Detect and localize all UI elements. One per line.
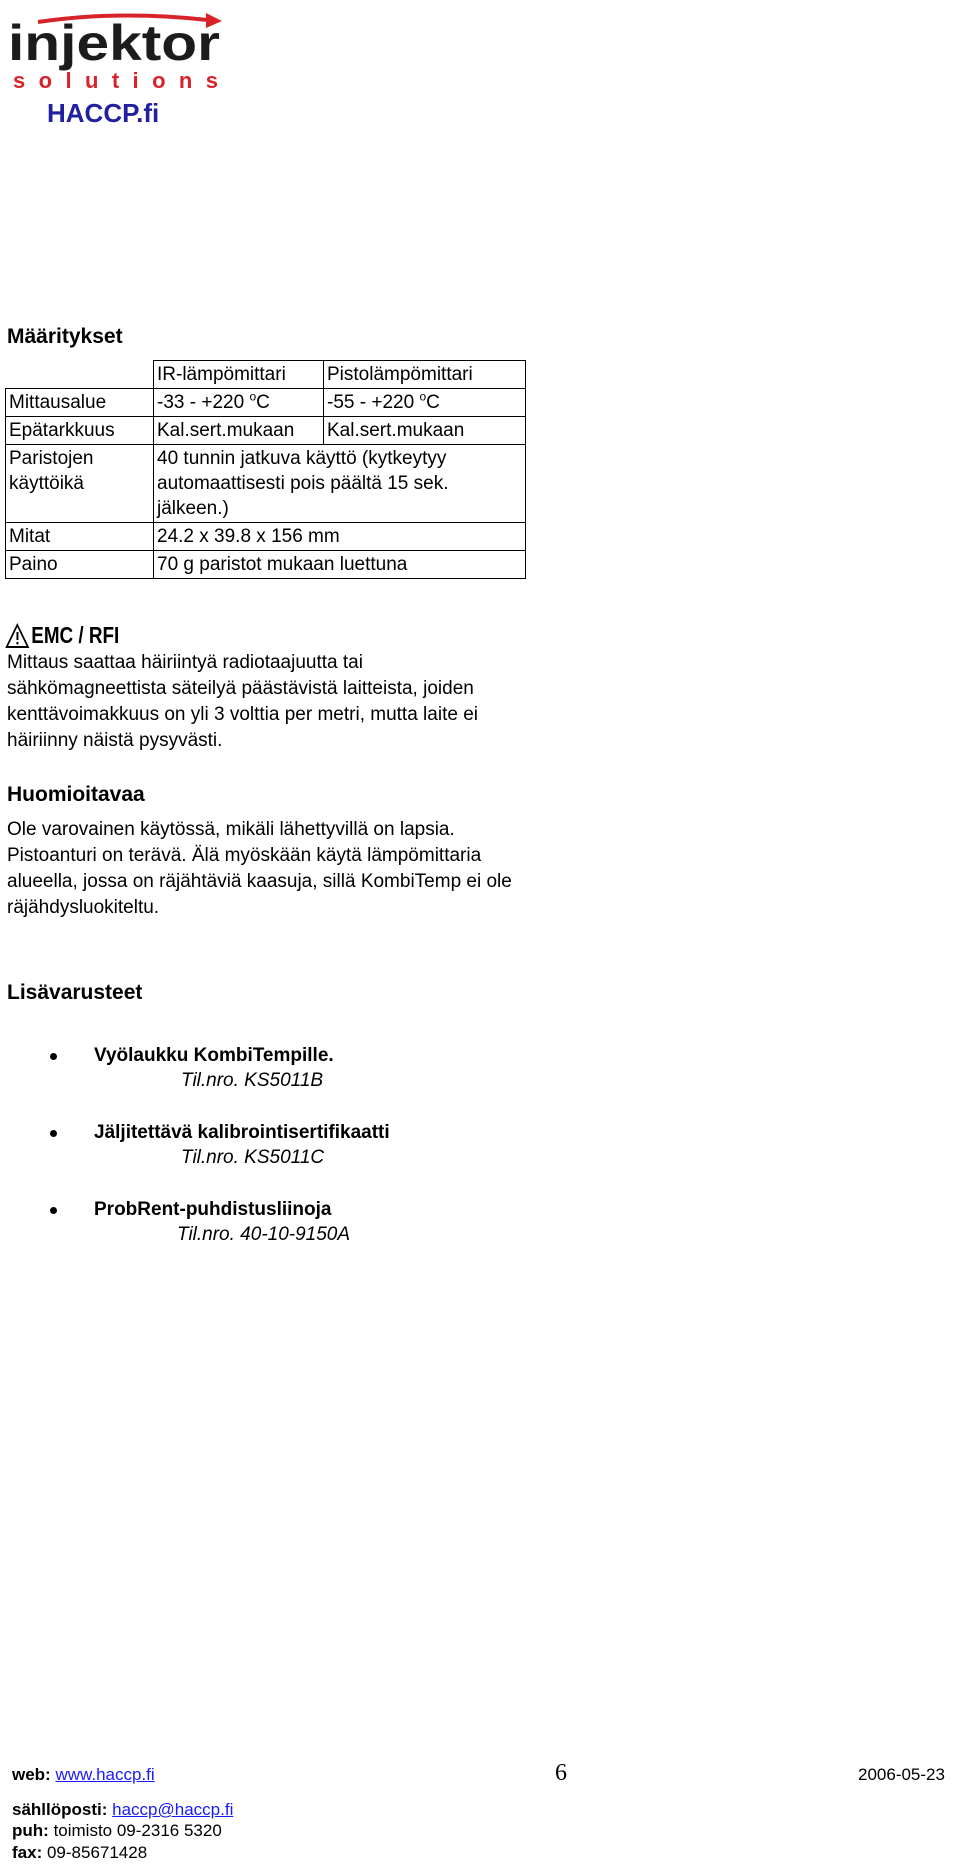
- site-title: HACCP.fi: [47, 98, 160, 128]
- phone-label: puh:: [12, 1821, 49, 1840]
- row-label-line: Paristojen: [9, 448, 94, 469]
- notice-heading: Huomioitavaa: [7, 783, 145, 806]
- web-label: web:: [12, 1765, 51, 1784]
- unit: C: [426, 392, 440, 413]
- footer-fax: [12, 1843, 147, 1863]
- accessories-heading: Lisävarusteet: [7, 981, 143, 1004]
- bullet: [50, 1130, 57, 1137]
- degree-mark: o: [419, 389, 427, 404]
- email-label: sähllöposti:: [12, 1800, 108, 1819]
- table-cell: [324, 389, 526, 417]
- accessory-code: Til.nro. KS5011B: [181, 1070, 324, 1091]
- row-label: [6, 445, 154, 523]
- table-cell-empty: [6, 361, 154, 389]
- emc-text: Mittaus saattaa häiriintyä radiotaajuutta tai sähkömagneettista säteilyä päästävistä laitteista, joiden kenttävoimakkuus on yli 3 volttia per metri, mutta laite ei häiriinny näistä pysyvästi.: [7, 652, 478, 751]
- page-number: 6: [555, 1760, 567, 1786]
- email-link[interactable]: haccp@haccp.fi: [112, 1800, 234, 1819]
- footer-web: [12, 1765, 155, 1785]
- web-link[interactable]: www.haccp.fi: [55, 1765, 155, 1784]
- accessory-title: Vyölaukku KombiTempille.: [94, 1045, 334, 1066]
- company-logo: [8, 8, 223, 93]
- row-label: Mitat: [6, 523, 154, 551]
- fax-label: fax:: [12, 1843, 43, 1862]
- table-cell: 24.2 x 39.8 x 156 mm: [154, 523, 526, 551]
- row-label: Mittausalue: [6, 389, 154, 417]
- table-row: [6, 361, 526, 389]
- bullet: [50, 1053, 57, 1060]
- unit: C: [256, 392, 270, 413]
- col-header-probe: Pistolämpömittari: [324, 361, 526, 389]
- table-row: [6, 523, 526, 551]
- logo-word: injektor: [8, 15, 220, 71]
- table-row: [6, 445, 526, 523]
- table-cell: 70 g paristot mukaan luettuna: [154, 551, 526, 579]
- accessory-code: Til.nro. KS5011C: [181, 1147, 325, 1168]
- fax-value: 09-85671428: [46, 1843, 148, 1862]
- spec-table: [5, 360, 526, 579]
- accessory-code: Til.nro. 40-10-9150A: [177, 1224, 351, 1245]
- bullet: [50, 1207, 57, 1214]
- phone-value: toimisto 09-2316 5320: [53, 1821, 222, 1840]
- table-row: [6, 551, 526, 579]
- table-cell: Kal.sert.mukaan: [154, 417, 324, 445]
- accessory-title: ProbRent-puhdistusliinoja: [94, 1199, 332, 1220]
- range-value: -55 - +220: [327, 392, 415, 413]
- footer-date: 2006-05-23: [858, 1765, 945, 1784]
- warning-icon: [5, 623, 30, 649]
- row-label: Paino: [6, 551, 154, 579]
- specs-heading: Määritykset: [7, 325, 123, 348]
- degree-mark: o: [249, 389, 257, 404]
- logo-subword: solutions: [13, 68, 218, 93]
- table-row: [6, 417, 526, 445]
- emc-heading-row: [5, 622, 119, 649]
- table-cell: Kal.sert.mukaan: [324, 417, 526, 445]
- row-label: Epätarkkuus: [6, 417, 154, 445]
- footer-phone: [12, 1821, 222, 1841]
- table-cell: [154, 389, 324, 417]
- table-cell: 40 tunnin jatkuva käyttö (kytkeytyy automaattisesti pois päältä 15 sek. jälkeen.): [154, 445, 526, 523]
- range-value: -33 - +220: [157, 392, 245, 413]
- table-row: [6, 389, 526, 417]
- row-label-line: käyttöikä: [9, 473, 84, 494]
- notice-text: Ole varovainen käytössä, mikäli lähettyvillä on lapsia. Pistoanturi on terävä. Älä myöskään käytä lämpömittaria alueella, jossa on räjähtäviä kaasuja, sillä KombiTemp ei ole räjähdysluokiteltu.: [7, 819, 512, 918]
- emc-heading: EMC / RFI: [31, 622, 120, 648]
- footer-email: [12, 1800, 233, 1820]
- accessory-title: Jäljitettävä kalibrointisertifikaatti: [94, 1122, 390, 1143]
- col-header-ir: IR-lämpömittari: [154, 361, 324, 389]
